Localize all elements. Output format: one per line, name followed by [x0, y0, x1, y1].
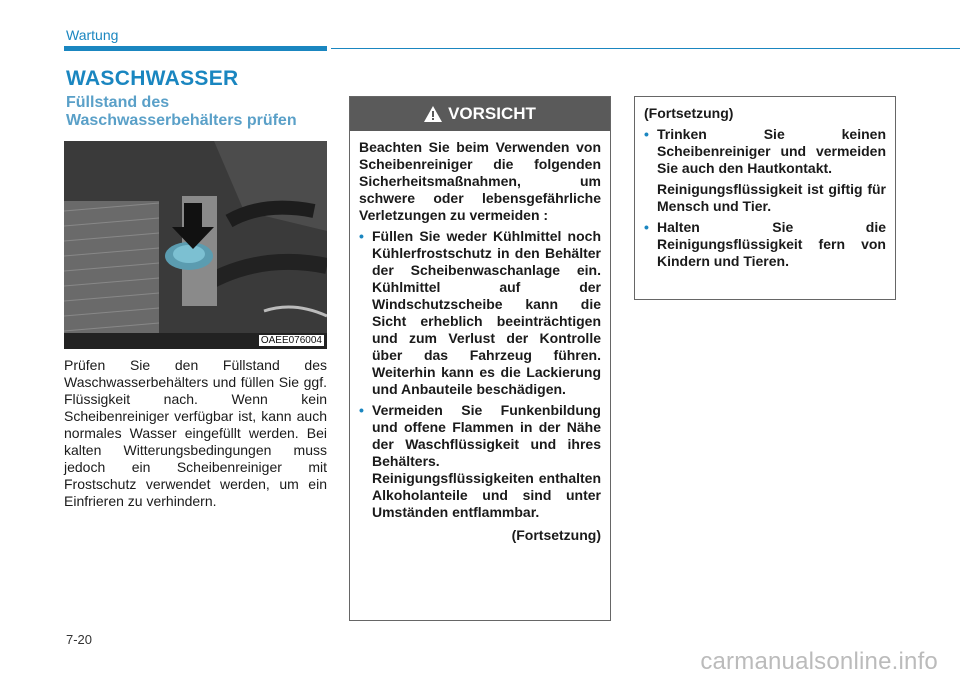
continued-box	[634, 96, 896, 300]
list-item-text: Halten Sie die Reinigungsflüssigkeit fern von Kindern und Tieren.	[657, 219, 886, 269]
caution-content	[350, 131, 610, 544]
list-item-text: Füllen Sie weder Kühlmittel noch Kühlerfrostschutz in den Behälter der Scheibenwaschanlage ein. Kühlmittel auf der Windschutzscheibe kann die Sicht erheblich beeinträchtigen und zum Verlust der Kontrolle über das Fahrzeug führen. Weiterhin kann es die Lackierung und Anbauteile beschädigen.	[372, 228, 601, 397]
header-bar-left	[64, 46, 327, 51]
bullet-dot: •	[644, 219, 649, 235]
engine-bay-illustration	[64, 141, 327, 349]
engine-photo	[64, 141, 327, 349]
continued-note: (Fortsetzung)	[511, 527, 601, 543]
bullet-dot: •	[644, 126, 649, 142]
list-item	[644, 219, 886, 270]
page-number: 7-20	[66, 632, 93, 647]
bullet-dot: •	[359, 402, 364, 418]
continued-content	[635, 97, 895, 270]
list-item	[359, 402, 601, 521]
section-label: Wartung	[66, 27, 119, 43]
list-item-text: Vermeiden Sie Funkenbildung und offene Flammen in der Nähe der Waschflüssigkeit und ihres Behälters. Reinigungsflüssigkeiten enthalten Alkoholanteile und sind unter Umständen entflammbar.	[372, 402, 601, 520]
photo-code: OAEE076004	[260, 335, 322, 346]
subsection-title: Füllstand des Waschwasserbehälters prüfen	[66, 94, 297, 129]
warning-icon	[424, 106, 442, 122]
section-title: WASCHWASSER	[66, 67, 239, 90]
list-item	[644, 126, 886, 177]
caution-intro: Beachten Sie beim Verwenden von Scheibenreiniger die folgenden Sicherheitsmaßnahmen, um schwere oder lebensgefährliche Verletzungen zu vermeiden :	[359, 139, 601, 223]
caution-box	[349, 96, 611, 621]
list-item-text: Trinken Sie keinen Scheibenreiniger und vermeiden Sie auch den Hautkontakt.	[657, 126, 886, 176]
caution-title: VORSICHT	[448, 104, 536, 123]
body-text: Prüfen Sie den Füllstand des Waschwasserbehälters und füllen Sie ggf. Flüssigkeit nach. Wenn kein Scheibenreiniger verfügbar ist, kann auch normales Wasser eingefüllt werden. Bei kalten Witterungsbedingungen muss jedoch ein Scheibenreiniger mit Frostschutz verwendet werden, um ein Einfrieren zu verhindern.	[64, 357, 327, 509]
bullet-extra-paragraph: Reinigungsflüssigkeit ist giftig für Mensch und Tier.	[657, 181, 886, 214]
continued-heading: (Fortsetzung)	[644, 105, 734, 121]
watermark: carmanualsonline.info	[700, 648, 938, 675]
list-item	[359, 228, 601, 398]
caution-header	[350, 97, 610, 131]
bullet-dot: •	[359, 228, 364, 244]
header-bar-right	[331, 48, 960, 49]
